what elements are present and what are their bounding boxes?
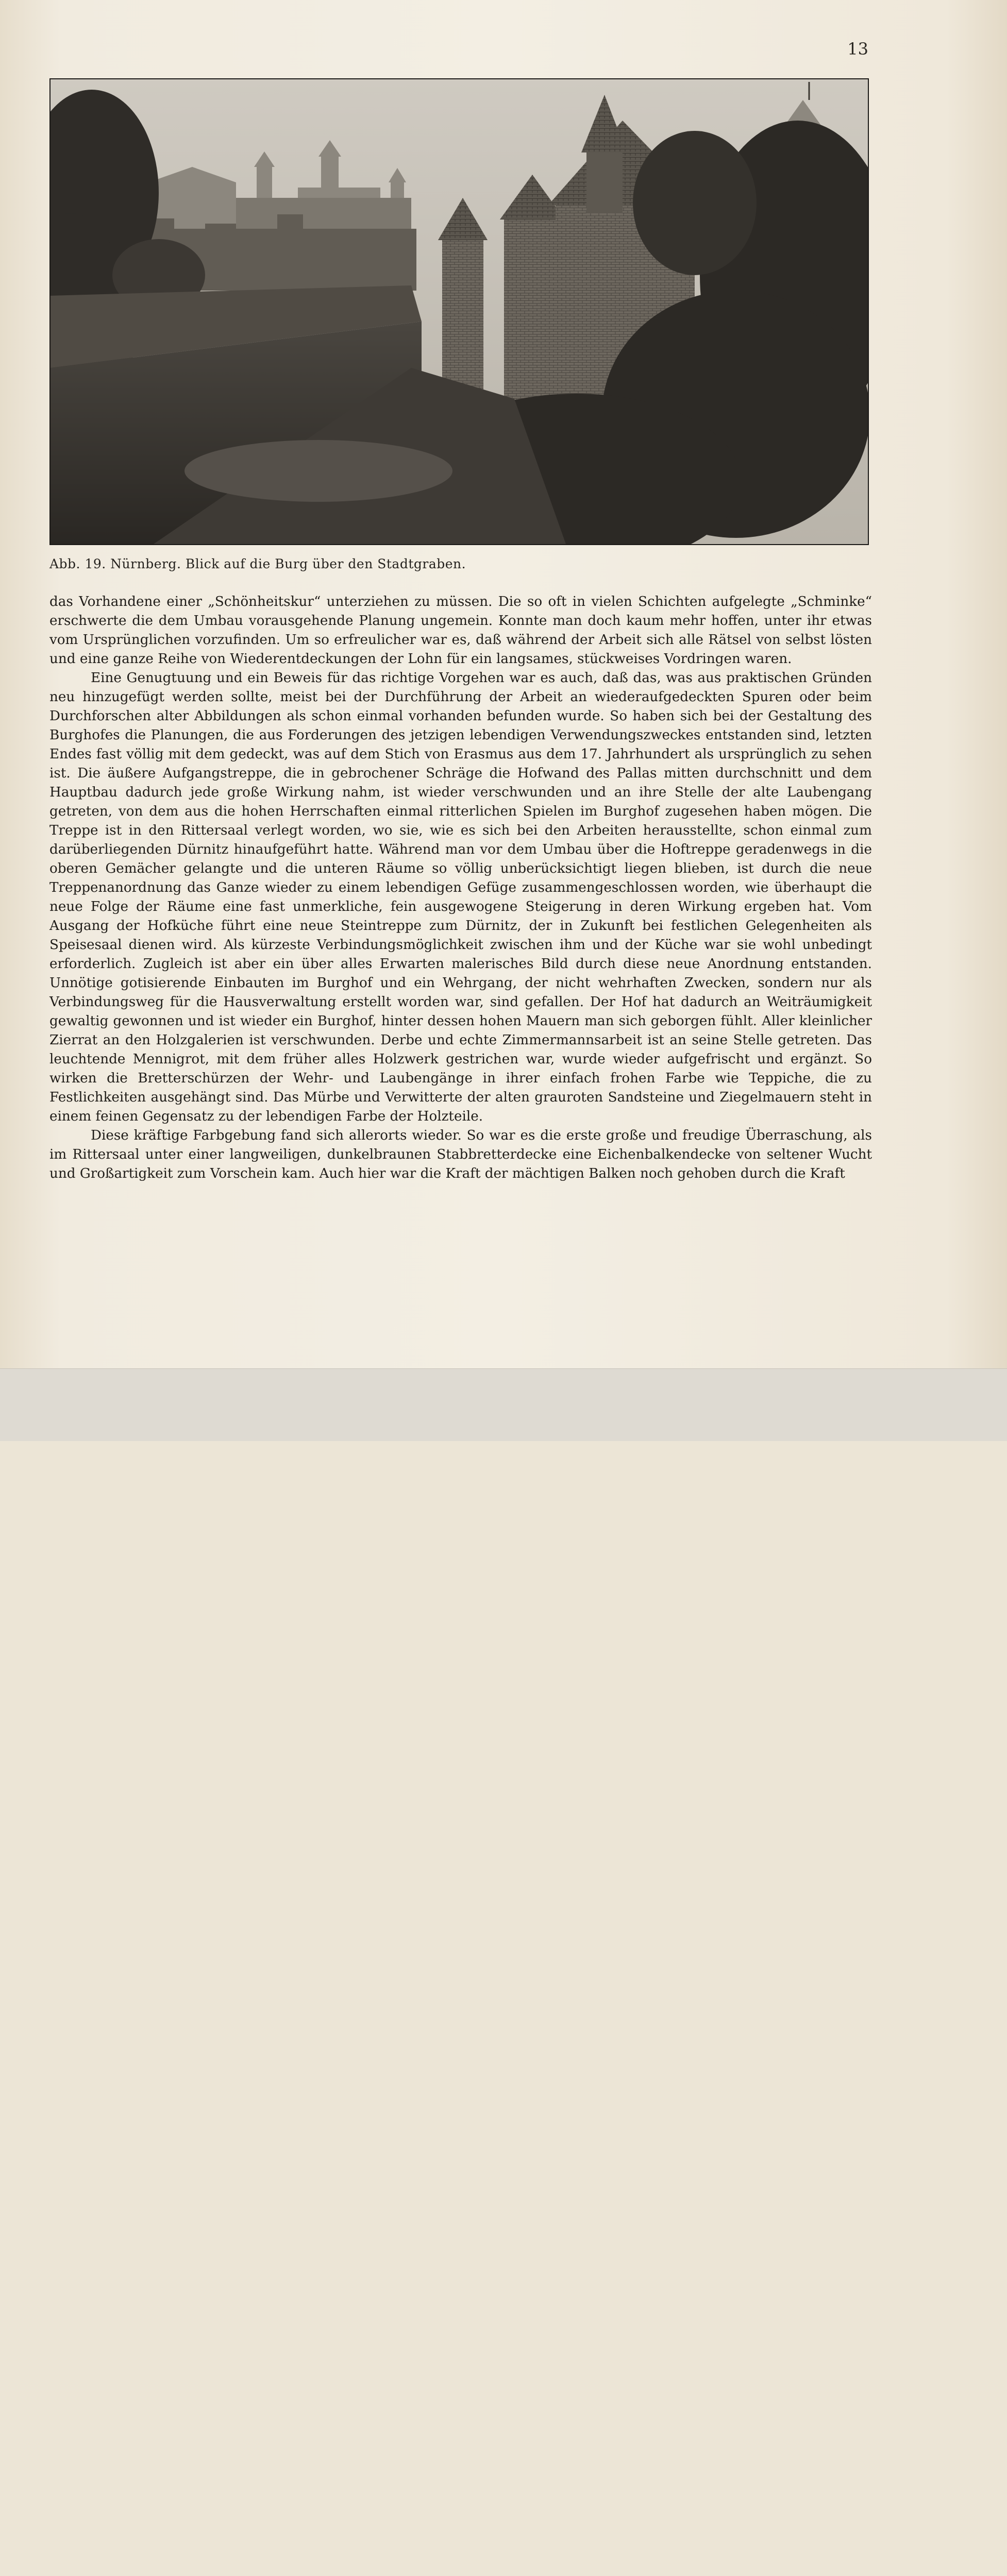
article-body [49,592,872,1183]
figure-photo [49,78,869,545]
paragraph: Diese kräftige Farbgebung fand sich allerorts wieder. So war es die erste große und freudige Überraschung, als im Rittersaal unter einer langweiligen, dunkelbraunen Stabbretterdecke eine Eichenbalkendecke von seltener Wucht und Großartigkeit zum Vorschein kam. Auch hier war die Kraft der mächtigen Balken noch gehoben durch die Kraft [49,1128,872,1181]
castle-photograph [51,79,868,544]
paragraph: Eine Genugtuung und ein Beweis für das richtige Vorgehen war es auch, daß das, was aus praktischen Gründen neu hinzugefügt werden sollte, meist bei der Durchführung der Arbeit an wiederaufgedeckten Spuren oder beim Durchforschen alter Abbildungen als schon einmal vorhanden befunden wurde. So haben sich bei der Gestaltung des Burghofes die Planungen, die aus Forderungen des jetzigen lebendigen Verwendungszweckes entstanden sind, letzten Endes fast völlig mit dem gedeckt, was auf dem Stich von Erasmus aus dem 17. Jahrhundert als ursprünglich zu sehen ist. Die äußere Aufgangstreppe, die in gebrochener Schräge die Hofwand des Pallas mitten durchschnitt und dem Hauptbau dadurch jede große Wirkung nahm, ist wieder verschwunden und an ihre Stelle der alte Laubengang getreten, von dem aus die hohen Herrschaften einmal ritterlichen Spielen im Burghof zugesehen haben mögen. Die Treppe ist in den Rittersaal verlegt worden, wo sie, wie es sich bei den Arbeiten herausstellte, schon einmal zum darüberliegenden Dürnitz hinaufgeführt hatte. Während man vor dem Umbau über die Hoftreppe geradenwegs in die oberen Gemächer gelangte und die unteren Räume so völlig unberücksichtigt liegen blieben, ist durch die neue Treppenanordnung das Ganze wieder zu einem lebendigen Gefüge zusammengeschlossen worden, wie überhaupt die neue Folge der Räume eine fast unmerkliche, fein ausgewogene Steigerung in deren Wirkung ergeben hat. Vom Ausgang der Hofküche führt eine neue Steintreppe zum Dürnitz, der in Zukunft bei festlichen Gelegenheiten als Speisesaal dienen wird. Als kürzeste Verbindungsmöglichkeit zwischen ihm und der Küche war sie wohl unbedingt erforderlich. Zugleich ist aber ein über alles Erwarten malerisches Bild durch diese neue Anordnung entstanden. Unnötige gotisierende Einbauten im Burghof und ein Wehrgang, der nicht wehrhaften Zwecken, sondern nur als Verbindungsweg für die Hausverwaltung erstellt worden war, sind gefallen. Der Hof hat dadurch an Weiträumigkeit gewaltig gewonnen und ist wieder ein Burghof, hinter dessen hohen Mauern man sich geborgen fühlt. Aller kleinlicher Zierrat an den Holzgalerien ist verschwunden. Derbe und echte Zimmermannsarbeit ist an seine Stelle getreten. Das leuchtende Mennigrot, mit dem früher alles Holzwerk gestrichen war, wurde wieder aufgefrischt und ergänzt. So wirken die Bretterschürzen der Wehr- und Laubengänge in ihrer einfach frohen Farbe wie Teppiche, die zu Festlichkeiten ausgehängt sind. Das Mürbe und Verwitterte der alten grauroten Sandsteine und Ziegelmauern steht in einem feinen Gegensatz zu der lebendigen Farbe der Holzteile. [49,670,872,1124]
paragraph: das Vorhandene einer „Schönheitskur“ unterziehen zu müssen. Die so oft in vielen Schichten aufgelegte „Schminke“ erschwerte die dem Umbau vorausgehende Planung ungemein. Konnte man doch kaum mehr hoffen, unter ihr etwas vom Ursprünglichen vorzufinden. Um so erfreulicher war es, daß während der Arbeit sich alle Rätsel von selbst lösten und eine ganze Reihe von Wiederentdeckungen der Lohn für ein langsames, stückweises Vordringen waren. [49,594,872,667]
viewer-footer [0,1368,1007,1441]
page-number: 13 [847,39,868,59]
figure-caption: Abb. 19. Nürnberg. Blick auf die Burg über den Stadtgraben. [49,556,466,571]
